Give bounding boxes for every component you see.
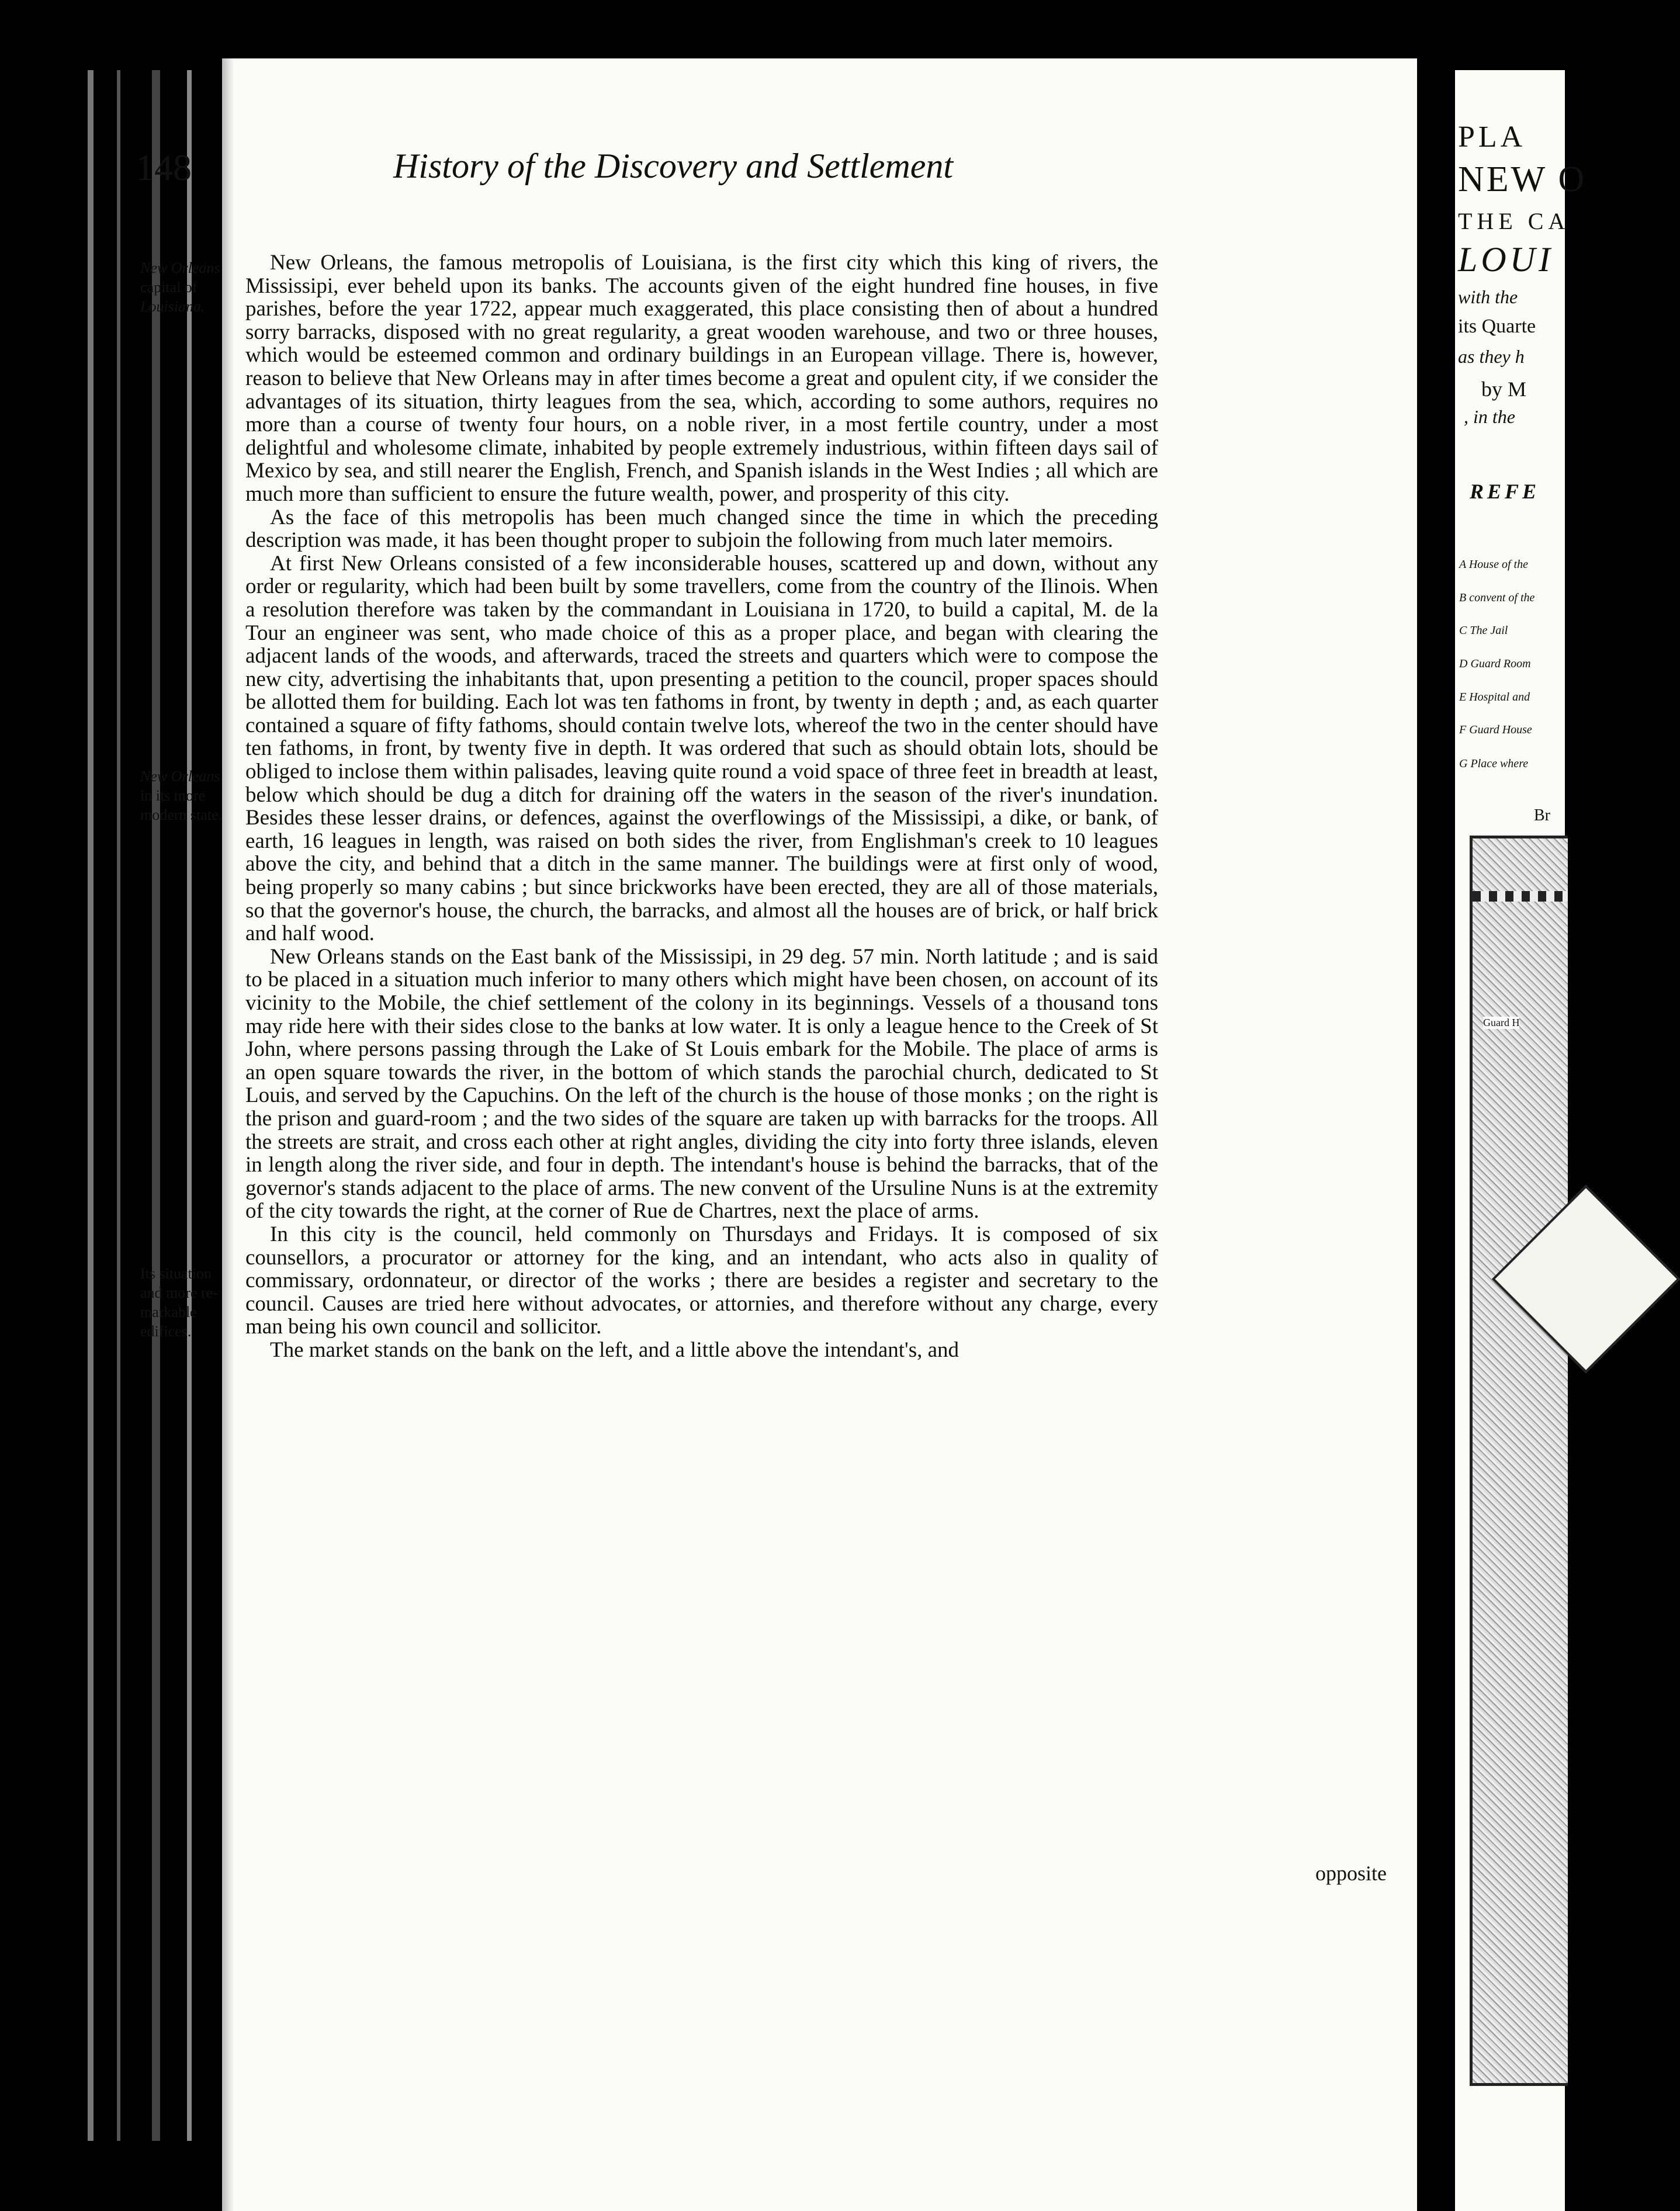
map-title-line: its Quarte: [1458, 316, 1536, 337]
paragraph: In this city is the council, held commonly on Thursdays and Fridays. It is composed of six counsellors, a procurator or attorney for the king, and an intendant, who acts also in quality of commissary, ordonnateur, or director of the works ; there are besides a register and secretary to the council. Causes are tried here without advocates, or attornies, and therefore without any charge, every man being his own council and sollicitor.: [245, 1222, 1158, 1339]
running-title: History of the Discovery and Settlement: [393, 147, 954, 185]
sidenote-line: and more re-: [140, 1284, 218, 1301]
map-title-line: NEW O: [1458, 160, 1587, 199]
sidenote-line: in its more: [140, 787, 206, 804]
paragraph: The market stands on the bank on the left, and a little above the intendant's, and: [270, 1337, 959, 1362]
book-binding: [0, 0, 222, 2211]
map-title-line: as they h: [1458, 346, 1525, 367]
sidenote-line: modern state.: [140, 806, 223, 823]
map-references-heading: REFE: [1470, 480, 1540, 503]
map-title-line: PLA: [1458, 120, 1526, 154]
map-title-line: LOUI: [1458, 240, 1554, 279]
sidenote-capital: [140, 258, 251, 316]
map-scale-label: Br: [1534, 806, 1550, 824]
sidenote-line: New Orleans: [140, 768, 220, 785]
map-reference-item: E Hospital and: [1459, 691, 1530, 704]
map-title-line: with the: [1458, 286, 1518, 307]
sidenote-line: Its situation: [140, 1265, 212, 1282]
sidenote-line: markable: [140, 1304, 197, 1321]
map-title-line: THE CA: [1458, 208, 1570, 234]
map-label: Guard H: [1483, 1017, 1520, 1028]
catchword: opposite: [1315, 1862, 1387, 1885]
page-number: 148: [136, 147, 192, 188]
paragraph: New Orleans, the famous metropolis of Louisiana, is the first city which this king of rivers, the Mississipi, ever beheld upon its banks. The accounts given of the eight hundred fine houses, in five parishes, before the year 1722, appear much exaggerated, this place consisting then of about a hundred sorry barracks, disposed with no great regularity, a great wooden warehouse, and two or three houses, which would be esteemed common and ordinary buildings in an European village. There is, however, reason to believe that New Orleans may in after times become a great and opulent city, if we consider the advantages of its situation, thirty leagues from the sea, which, according to some authors, requires no more than a course of twenty four hours, on a noble river, in a most fertile country, under a most delightful and wholesome climate, inhabited by people extremely industrious, within fifteen days sail of Mexico by sea, and still nearer the English, French, and Spanish islands in the West Indies ; all which are much more than sufficient to ensure the future wealth, power, and prosperity of this city.: [245, 251, 1158, 506]
sidenote-line: capital of: [140, 279, 198, 296]
map-reference-item: D Guard Room: [1459, 657, 1531, 670]
map-reference-item: B convent of the: [1459, 591, 1535, 604]
sidenote-line: edifices.: [140, 1323, 192, 1340]
page-header: [136, 146, 1211, 199]
map-diamond-shape: [1492, 1185, 1680, 1373]
map-reference-item: A House of the: [1459, 558, 1528, 571]
paragraph: At first New Orleans consisted of a few inconsiderable houses, scattered up and down, without any order or regularity, which had been built by some travellers, come from the country of the Ilinois. When a resolution therefore was taken by the commandant in Louisiana in 1720, to build a capital, M. de la Tour an engineer was sent, who made choice of this as a proper place, and began with clearing the adjacent lands of the woods, and afterwards, traced the streets and quarters which were to compose the new city, advertising the inhabitants that, upon presenting a petition to the council, proper spaces should be allotted them for building. Each lot was ten fathoms in front, by twenty in depth ; and, as each quarter contained a square of fifty fathoms, should contain twelve lots, whereof the two in the center should have ten fathoms, in front, by twenty five in depth. It was ordered that such as should obtain lots, should be obliged to inclose them within palisades, leaving quite round a void space of three feet in breadth at least, below which should be dug a ditch for draining off the waters in the season of the river's inundation. Besides these lesser drains, or defences, against the overflowings of the Mississipi, a dike, or bank, of earth, 16 leagues in length, was raised on both sides the river, from Englishman's creek to 10 leagues above the city, and behind that a ditch in the same manner. The buildings were at first only of wood, being properly so many cabins ; but since brickworks have been erected, they are all of those materials, so that the governor's house, the church, the barracks, and almost all the houses are of brick, or half brick and half wood.: [245, 551, 1158, 946]
body-text: [245, 251, 1158, 1362]
page-gutter-shadow: [222, 58, 234, 2211]
paragraph: New Orleans stands on the East bank of the Mississipi, in 29 deg. 57 min. North latitude ; and is said to be placed in a situation much inferior to many others which might have been chosen, on account of its vicinity to the Mobile, the chief settlement of the colony in its beginnings. Vessels of a thousand tons may ride here with their sides close to the banks at low water. It is only a league hence to the Creek of St John, where persons passing through the Lake of St Louis embark for the Mobile. The place of arms is an open square towards the river, in the bottom of which stands the parochial church, dedicated to St Louis, and served by the Capuchins. On the left of the church is the house of those monks ; on the right is the prison and guard-room ; and the two sides of the square are taken up with barracks for the troops. All the streets are strait, and cross each other at right angles, dividing the city into forty three islands, eleven in length along the river side, and four in depth. The intendant's house is behind the barracks, that of the governor's stands adjacent to the place of arms. The new convent of the Ursuline Nuns is at the extremity of the city towards the right, at the corner of Rue de Chartres, next the place of arms.: [245, 944, 1158, 1224]
map-reference-item: F Guard House: [1459, 723, 1532, 736]
map-scale-bar: [1473, 891, 1568, 902]
map-title-line: by M: [1481, 377, 1527, 401]
map-engraving: [1470, 836, 1568, 2086]
sidenote-situation: [140, 1264, 251, 1341]
paragraph: As the face of this metropolis has been much changed since the time in which the preceding description was made, it has been thought proper to subjoin the following from much later memoirs.: [245, 505, 1158, 553]
map-reference-item: G Place where: [1459, 757, 1529, 770]
map-reference-item: C The Jail: [1459, 624, 1508, 637]
sidenote-line: New Orleans: [140, 259, 220, 276]
sidenote-line: Louisiana.: [140, 298, 205, 315]
map-title-line: , in the: [1464, 406, 1515, 427]
sidenote-modern-state: [140, 767, 251, 824]
